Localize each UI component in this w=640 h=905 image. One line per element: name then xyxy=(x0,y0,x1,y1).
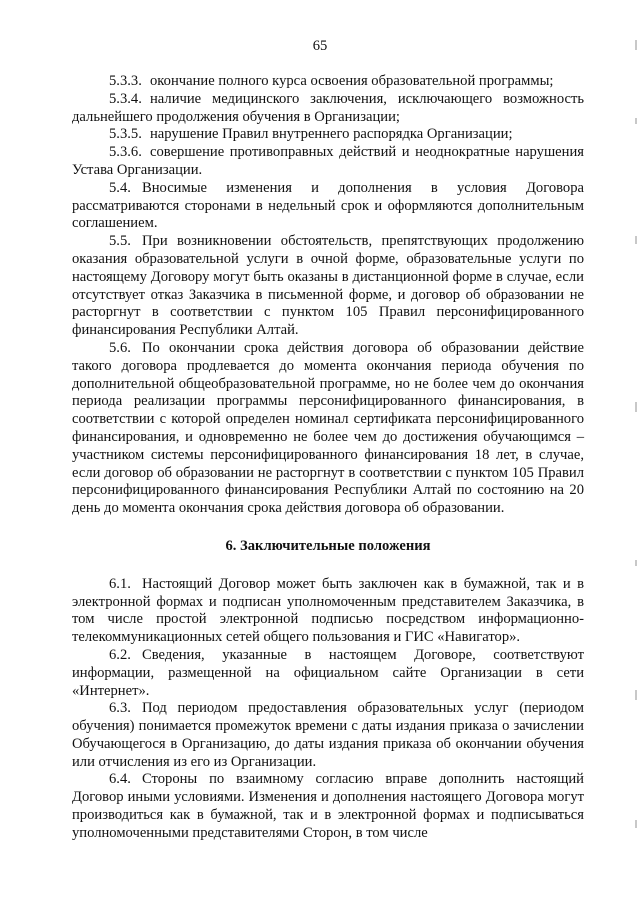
clause-number: 5.6. xyxy=(109,339,131,356)
scan-edge-marks xyxy=(631,0,637,905)
clause-number: 6.2. xyxy=(109,646,131,663)
clause-5-3-5 xyxy=(72,126,584,144)
scan-edge-mark xyxy=(635,236,637,244)
scan-edge-mark xyxy=(635,690,637,700)
clause-text: окончание полного курса освоения образовательной программы; xyxy=(150,73,554,89)
clause-5-3-3 xyxy=(72,73,584,91)
scan-edge-mark xyxy=(635,560,637,566)
clause-5-3-4 xyxy=(72,91,584,127)
clause-number: 5.3.3. xyxy=(109,73,142,89)
scan-edge-mark xyxy=(635,40,637,50)
clause-text: При возникновении обстоятельств, препятствующих продолжению оказания образовательной услуги в очной форме, образовательные услуги по настоящему Договору могут быть оказаны в дистанционной форме в случае, если отсутствует отказ Заказчика в письменной форме, и договор об образовании не расторгнут в соответствии с пунктом 105 Правил персонифицированного финансирования Республики Алтай. xyxy=(72,233,584,339)
clause-number: 5.4. xyxy=(109,179,131,196)
section-heading: 6. Заключительные положения xyxy=(225,537,431,554)
clause-number: 6.3. xyxy=(109,700,131,717)
clause-5-4 xyxy=(72,180,584,233)
clause-text: Стороны по взаимному согласию вправе дополнить настоящий Договор иными условиями. Изменения и дополнения настоящего Договора могут производиться как в бумажной, так и в электронной формах и подписываться уполномоченными представителями Сторон, в том числе xyxy=(72,771,584,841)
clause-number: 5.3.5. xyxy=(109,126,142,143)
clause-number: 5.3.6. xyxy=(109,144,142,161)
document-body xyxy=(72,73,584,843)
clause-5-3-6 xyxy=(72,144,584,180)
clause-text: наличие медицинского заключения, исключающего возможность дальнейшего продолжения обучения в Организации; xyxy=(72,90,584,125)
clause-number: 5.3.4. xyxy=(109,90,142,107)
page-number: 65 xyxy=(312,38,328,54)
clause-6-3 xyxy=(72,700,584,771)
clause-number: 5.5. xyxy=(109,233,131,250)
clause-text: Вносимые изменения и дополнения в условия Договора рассматриваются сторонами в недельный срок и оформляются дополнительным соглашением. xyxy=(72,179,584,232)
clause-number: 6.1. xyxy=(109,575,131,592)
clause-6-2 xyxy=(72,647,584,700)
clause-6-1 xyxy=(72,576,584,647)
scan-edge-mark xyxy=(635,118,637,124)
scan-edge-mark xyxy=(635,402,637,412)
clause-text: Под периодом предоставления образовательных услуг (периодом обучения) понимается промежуток времени с даты издания приказа о зачислении Обучающегося в Организацию, до даты издания приказа об окончании обучения или отчисления из его из Организации. xyxy=(72,700,584,770)
clause-text: Сведения, указанные в настоящем Договоре, соответствуют информации, размещенной на официальном сайте Организации в сети «Интернет». xyxy=(72,646,584,699)
scan-edge-mark xyxy=(635,820,637,828)
clause-5-5 xyxy=(72,233,584,340)
clause-text: По окончании срока действия договора об образовании действие такого договора продлевается до момента окончания периода обучения по дополнительной общеобразовательной программе, но не более чем до окончания периода реализации программы персонифицированного финансирования, в соответствии с которой определен номинал сертификата персонифицированного финансирования, и одновременно не более чем до достижения обучающимся – участником системы персонифицированного финансирования 18 лет, в случае, если договор об образовании не расторгнут в соответствии с пунктом 105 Правил персонифицированного финансирования Республики Алтай по состоянию на 20 день до момента окончания срока действия договора об образовании. xyxy=(72,339,584,517)
clause-text: нарушение Правил внутреннего распорядка Организации; xyxy=(150,126,513,143)
clause-number: 6.4. xyxy=(109,771,131,788)
clause-text: Настоящий Договор может быть заключен как в бумажной, так и в электронной формах и подписан уполномоченным представителем Заказчика, в том числе простой электронной подписью посредством информационно-телекоммуникационных сетей общего пользования и ГИС «Навигатор». xyxy=(72,575,584,646)
clause-6-4 xyxy=(72,771,584,842)
clause-text: совершение противоправных действий и неоднократные нарушения Устава Организации. xyxy=(72,144,584,178)
clause-5-6 xyxy=(72,340,584,518)
